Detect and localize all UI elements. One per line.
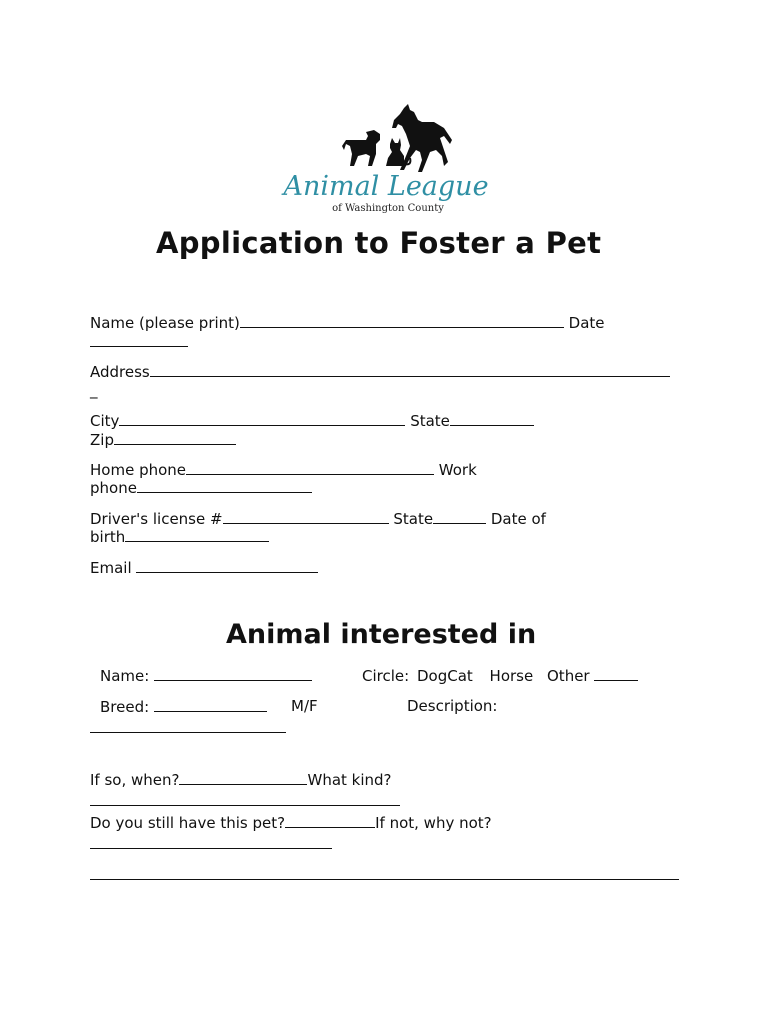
circle-label: Circle:: [362, 667, 410, 685]
work-phone-row: [90, 478, 312, 497]
when-label: If so, when?: [90, 771, 180, 789]
still-have-row: [90, 813, 492, 832]
logo-wordmark: Animal League: [283, 171, 489, 202]
animal-heading: Animal interested in: [226, 619, 537, 650]
animal-name-row: [100, 666, 312, 685]
zip-row: [90, 430, 236, 449]
zip-label: Zip: [90, 431, 114, 449]
page-title: Application to Foster a Pet: [156, 226, 602, 260]
address-trailing: _: [90, 381, 98, 399]
license-label: Driver's license #: [90, 510, 223, 528]
when-row: [90, 770, 392, 789]
work-phone-label: phone: [90, 479, 137, 497]
license-field[interactable]: [223, 509, 389, 524]
email-label: Email: [90, 559, 132, 577]
animal-name-label: Name:: [100, 667, 150, 685]
home-phone-row: [90, 460, 477, 479]
date-row: [90, 332, 188, 351]
birth-label: birth: [90, 528, 126, 546]
birth-row: [90, 527, 269, 546]
work-phone-field[interactable]: [137, 478, 312, 493]
extra-line[interactable]: [90, 879, 679, 880]
date-of-label: Date of: [490, 510, 546, 528]
circle-row: [362, 666, 638, 685]
still-have-field[interactable]: [285, 813, 375, 828]
description-line[interactable]: [90, 732, 286, 733]
license-state-label: State: [393, 510, 434, 528]
license-row: [90, 509, 546, 528]
date-label: Date: [568, 314, 605, 332]
email-row: [90, 558, 318, 577]
still-have-label: Do you still have this pet?: [90, 814, 286, 832]
license-state-field[interactable]: [433, 509, 486, 524]
city-field[interactable]: [119, 411, 405, 426]
other-field[interactable]: [594, 666, 638, 681]
home-phone-label: Home phone: [90, 461, 187, 479]
name-field[interactable]: [240, 313, 564, 328]
email-field[interactable]: [136, 558, 318, 573]
animal-league-logo: [283, 100, 489, 220]
breed-row: [100, 697, 267, 716]
dog-icon: [342, 130, 380, 166]
address-row: [90, 362, 670, 381]
work-label: Work: [438, 461, 477, 479]
option-dog[interactable]: Dog: [416, 667, 448, 685]
city-row: [90, 411, 534, 430]
animal-name-field[interactable]: [154, 666, 312, 681]
home-phone-field[interactable]: [186, 460, 434, 475]
name-label: Name (please print): [90, 314, 240, 332]
date-field[interactable]: [90, 332, 188, 347]
state-label: State: [410, 412, 450, 430]
breed-label: Breed:: [100, 698, 150, 716]
why-not-label: If not, why not?: [375, 814, 492, 832]
address-label: Address: [90, 363, 150, 381]
description-label: Description:: [407, 697, 498, 715]
when-field[interactable]: [179, 770, 307, 785]
sex-label: M/F: [291, 697, 318, 715]
logo-subtitle: of Washington County: [332, 203, 444, 214]
option-horse[interactable]: Horse: [489, 667, 534, 685]
kind-label: What kind?: [307, 771, 392, 789]
kind-line[interactable]: [90, 805, 400, 806]
name-row: [90, 313, 605, 332]
breed-field[interactable]: [154, 697, 267, 712]
city-label: City: [90, 412, 120, 430]
option-cat[interactable]: Cat: [447, 667, 473, 685]
option-other[interactable]: Other: [547, 667, 590, 685]
state-field[interactable]: [450, 411, 534, 426]
address-field[interactable]: [150, 362, 670, 377]
zip-field[interactable]: [114, 430, 236, 445]
birth-field[interactable]: [125, 527, 269, 542]
why-not-line[interactable]: [90, 848, 332, 849]
